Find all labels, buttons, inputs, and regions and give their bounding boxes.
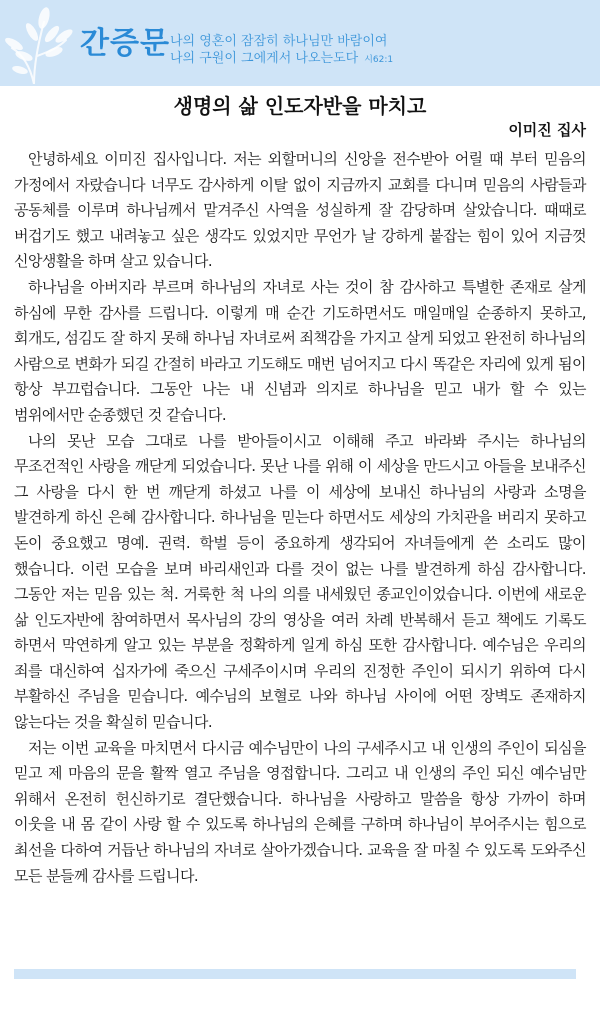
verse-reference: 시62:1 <box>364 55 394 65</box>
article-title: 생명의 삶 인도자반을 마치고 <box>173 94 427 118</box>
article-author: 이미진 집사 <box>508 121 586 139</box>
paragraph-1: 안녕하세요 이미진 집사입니다. 저는 외할머니의 신앙을 전수받아 어릴 때 부터 믿음의 가정에서 자랐습니다 너무도 감사하게 이탈 없이 지금까지 교회를 다니며 믿음의 사람들과 공동체를 이루며 하나님께서 맡겨주신 사역을 성실하게 잘 감당하며 살았습니다. 때때로 버겁기도 했고 내려놓고 싶은 생각도 있었지만 무언가 날 강하게 붙잡는 힘이 있어 지금껏 신앙생활을 하며 살고 있습니다. <box>14 150 586 271</box>
verse-line-1: 나의 영혼이 잠잠히 하나님만 바람이여 <box>170 34 388 49</box>
bible-verse <box>170 33 393 69</box>
paragraph-3: 나의 못난 모습 그대로 나를 받아들이시고 이해해 주고 바라봐 주시는 하나님의 무조건적인 사랑을 깨닫게 되었습니다. 못난 나를 위해 이 세상을 만드시고 아들을 보내주신 그 사랑을 다시 한 번 깨닫게 하셨고 나를 이 세상에 보내신 하나님의 사랑과 소명을 발견하게 하신 은혜 감사합니다. 하나님을 믿는다 하면서도 세상의 가치관을 버리지 못하고 돈이 중요했고 명예. 권력. 학벌 등이 중요하게 생각되어 자녀들에게 쓴 소리도 많이 했습니다. 이런 모습을 보며 바리새인과 다를 것이 없는 나를 발견하게 하심 감사합니다. 그동안 저는 믿음 있는 척. 거룩한 척 나의 의를 내세웠던 종교인이었습니다. 이번에 새로운 삶 인도자반에 참여하면서 목사님의 강의 영상을 여러 차례 반복해서 듣고 책에도 기록도 하면서 막연하게 알고 있는 부분을 정확하게 일게 하심 또한 감사합니다. 예수님은 우리의 죄를 대신하여 십자가에 죽으신 구세주이시며 우리의 진정한 주인이 되시기 위하여 다시 부활하신 주님을 믿습니다. 예수님의 보혈로 나와 하나님 사이에 어떤 장벽도 존재하지 않는다는 것을 확실히 믿습니다. <box>14 431 586 732</box>
paragraph-2: 하나님을 아버지라 부르며 하나님의 자녀로 사는 것이 참 감사하고 특별한 존재로 살게 하심에 무한 감사를 드립니다. 이렇게 매 순간 기도하면서도 매일매일 순종하지 못하고, 회개도, 섬김도 잘 하지 못해 하나님 자녀로써 죄책감을 가지고 살게 되었고 완전히 하나님의 사람으로 변화가 되길 간절히 바라고 기도해도 매번 넘어지고 다시 똑같은 자리에 있게 됨이 항상 부끄럽습니다. 그동안 나는 내 신념과 의지로 하나님을 믿고 내가 할 수 있는 범위에서만 순종했던 것 같습니다. <box>14 277 586 424</box>
verse-line-2 <box>170 50 393 69</box>
leaf-branch-icon <box>4 4 74 84</box>
article-body <box>14 147 586 889</box>
paragraph-4: 저는 이번 교육을 마치면서 다시금 예수님만이 나의 구세주시고 내 인생의 주인이 되심을 믿고 제 마음의 문을 활짝 열고 주님을 영접합니다. 그리고 내 인생의 주인 되신 예수님만 위해서 온전히 헌신하기로 결단했습니다. 하나님을 사랑하고 말씀을 항상 가까이 하며 이웃을 내 몸 같이 사랑 할 수 있도록 하나님의 은혜를 구하며 하나님이 부어주시는 힘으로 최선을 다하여 거듭난 하나님의 자녀로 살아가겠습니다. 교육을 잘 마칠 수 있도록 도와주신 모든 분들께 감사를 드립니다. <box>14 738 586 885</box>
verse-line-2-text: 나의 구원이 그에게서 나오는도다 <box>170 51 359 66</box>
footer-divider <box>14 969 576 979</box>
header-banner <box>0 0 600 86</box>
header-title: 간증문 <box>80 26 170 61</box>
